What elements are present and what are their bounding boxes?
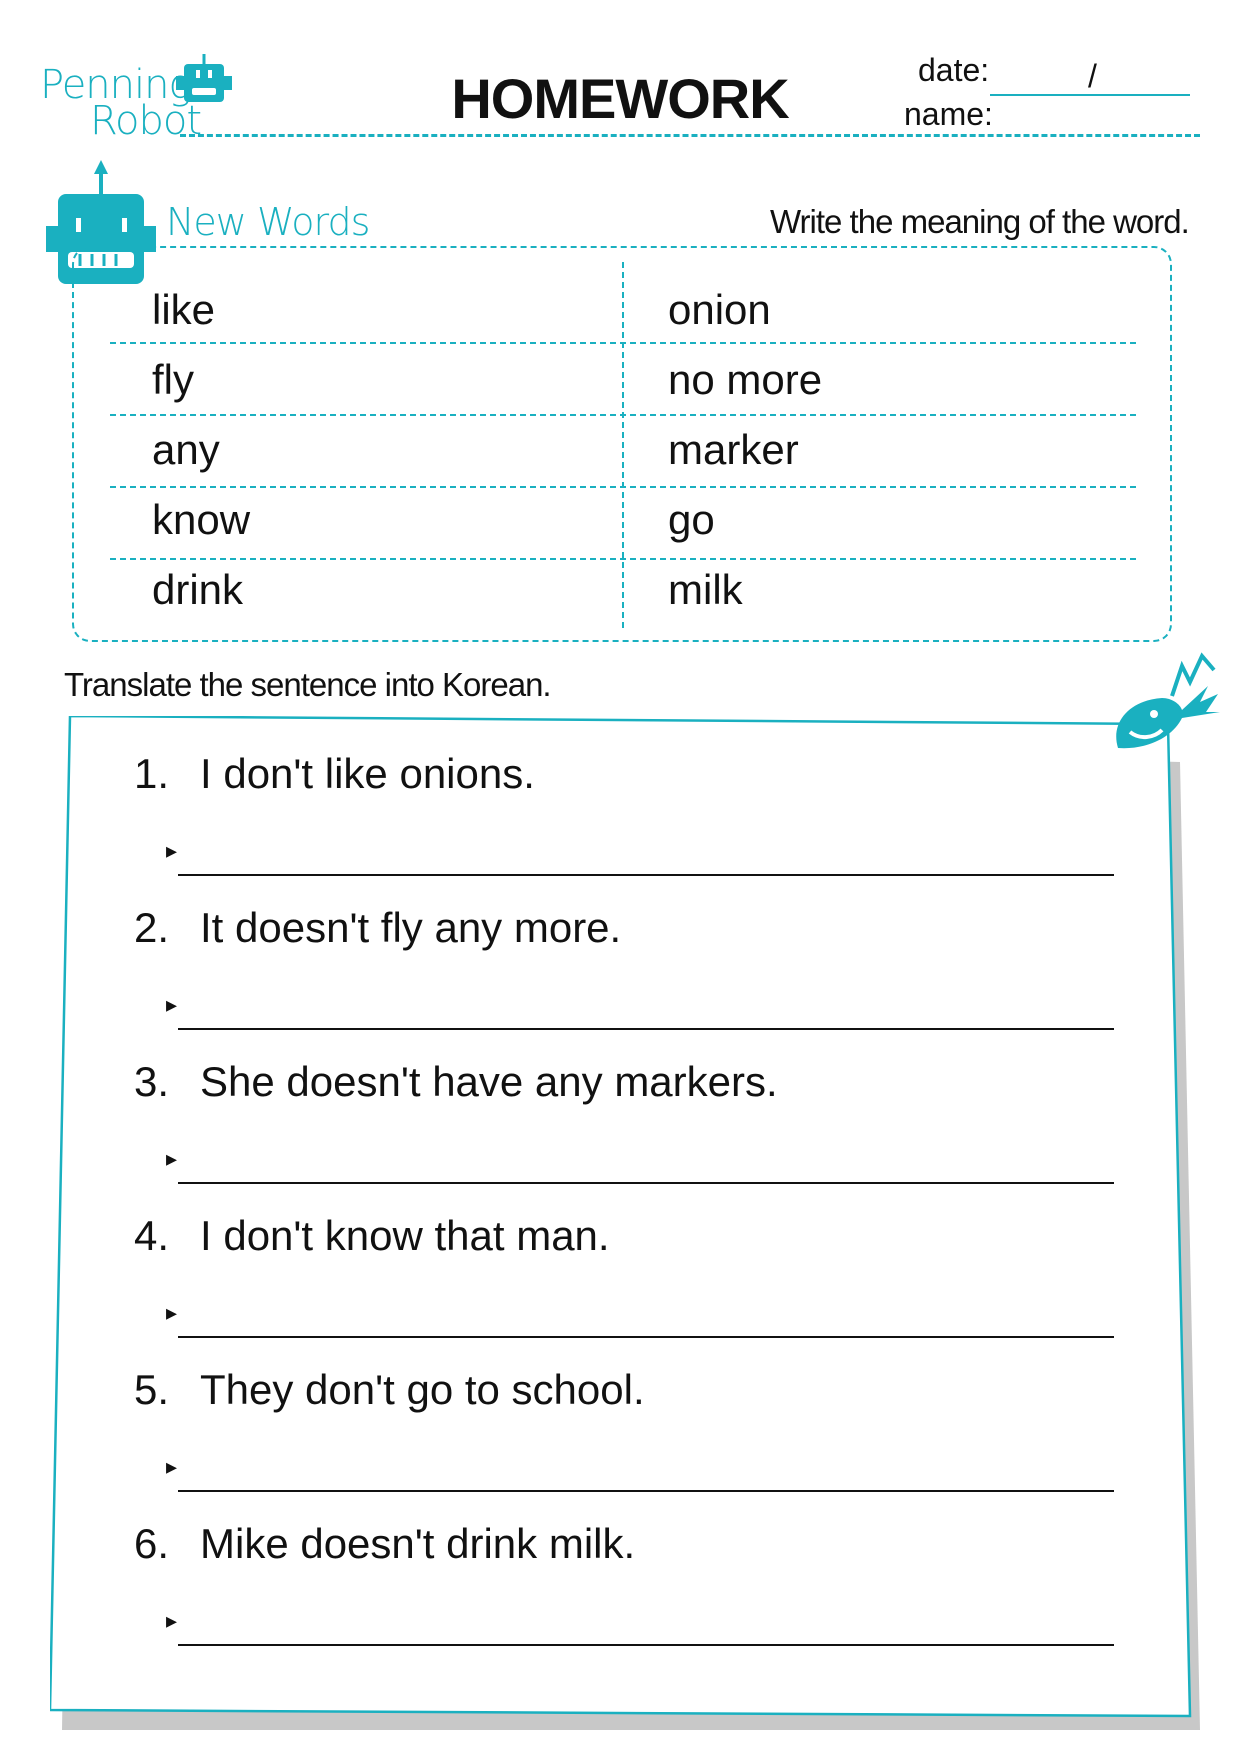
item-number: 4. (134, 1212, 170, 1259)
sentence: I don't like onions. (200, 750, 535, 797)
word-right: milk (668, 566, 743, 613)
answer-line[interactable] (178, 1644, 1114, 1646)
item-number: 6. (134, 1520, 170, 1567)
row-divider (110, 558, 1136, 560)
answer-line[interactable] (178, 1028, 1114, 1030)
bird-icon (1110, 652, 1220, 752)
word-left: know (152, 496, 251, 543)
page-title: HOMEWORK (451, 67, 789, 130)
translate-instruction: Translate the sentence into Korean. (64, 666, 551, 703)
name-label: name: (904, 96, 993, 132)
sentence: It doesn't fly any more. (200, 904, 622, 951)
word-left: drink (152, 566, 244, 613)
row-divider (110, 414, 1136, 416)
word-right: onion (668, 286, 771, 333)
date-label: date: (918, 52, 990, 88)
new-words-heading: New Words (166, 200, 370, 244)
row-divider (110, 342, 1136, 344)
sentence: I don't know that man. (200, 1212, 610, 1259)
item-number: 2. (134, 904, 170, 951)
sentence: She doesn't have any markers. (200, 1058, 778, 1105)
word-left: any (152, 426, 220, 473)
word-left: like (152, 286, 216, 333)
answer-bullet: ▸ (166, 1300, 178, 1325)
answer-bullet: ▸ (166, 838, 178, 863)
word-right: marker (668, 426, 799, 473)
word-right: no more (668, 356, 823, 403)
word-right: go (668, 496, 715, 543)
item-number: 3. (134, 1058, 170, 1105)
sentence: Mike doesn't drink milk. (200, 1520, 636, 1567)
answer-bullet: ▸ (166, 992, 178, 1017)
word-left: fly (152, 356, 194, 403)
column-divider (622, 262, 624, 628)
answer-line[interactable] (178, 1490, 1114, 1492)
answer-bullet: ▸ (166, 1146, 178, 1171)
sentence: They don't go to school. (200, 1366, 645, 1413)
date-separator: / (1088, 58, 1097, 94)
answer-bullet: ▸ (166, 1454, 178, 1479)
row-divider (110, 486, 1136, 488)
new-words-instruction: Write the meaning of the word. (770, 203, 1189, 240)
item-number: 1. (134, 750, 170, 797)
answer-bullet: ▸ (166, 1608, 178, 1633)
answer-line[interactable] (178, 1336, 1114, 1338)
header-divider (180, 134, 1200, 137)
answer-line[interactable] (178, 1182, 1114, 1184)
item-number: 5. (134, 1366, 170, 1413)
logo-text-robot: Robot (90, 98, 202, 144)
logo-text-penning: Penning (40, 62, 192, 108)
answer-line[interactable] (178, 874, 1114, 876)
